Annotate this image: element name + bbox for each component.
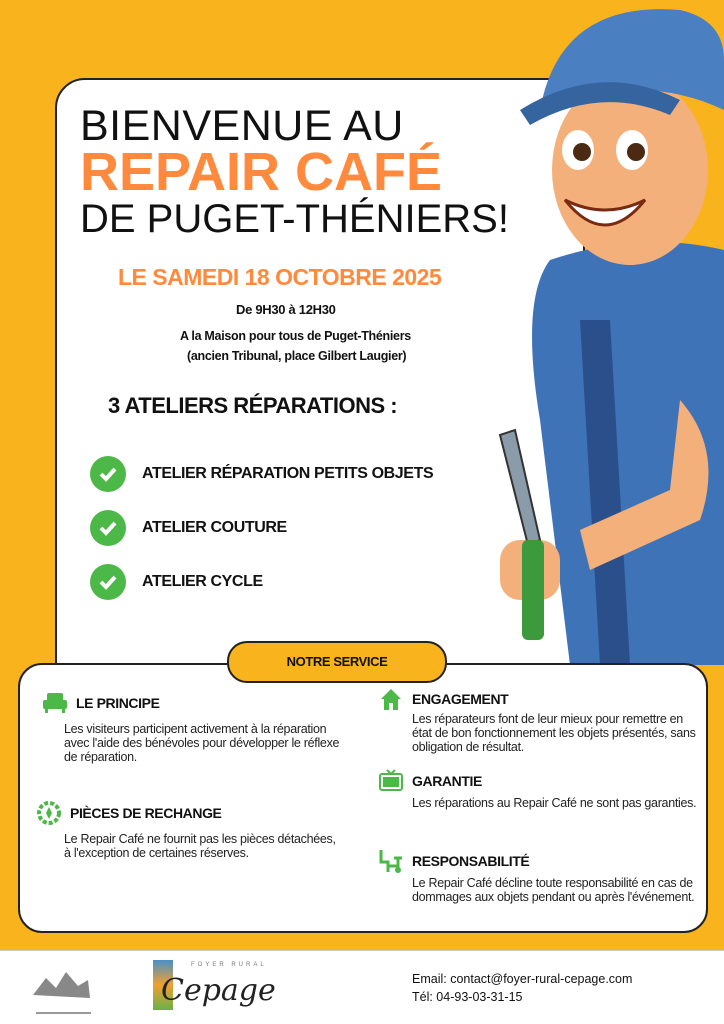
repairman-illustration	[480, 0, 724, 665]
contact-phone[interactable]: Tél: 04-93-03-31-15	[412, 990, 523, 1004]
logo-subtitle: FOYER RURAL	[191, 962, 267, 968]
workshop-label: ATELIER COUTURE	[142, 519, 287, 536]
service-item-title: RESPONSABILITÉ	[412, 853, 530, 869]
service-label: NOTRE SERVICE	[227, 641, 447, 683]
contact-email[interactable]: Email: contact@foyer-rural-cepage.com	[412, 972, 633, 986]
event-place: A la Maison pour tous de Puget-Théniers	[180, 329, 411, 343]
check-icon	[90, 510, 126, 546]
service-item-title: LE PRINCIPE	[76, 695, 160, 711]
logo-name: Cepage	[161, 973, 276, 1008]
plumbing-icon	[378, 848, 404, 874]
workshops-heading: 3 ATELIERS RÉPARATIONS :	[108, 393, 398, 418]
gear-leaf-icon	[36, 800, 62, 826]
armchair-icon	[42, 690, 68, 716]
event-hours: De 9H30 à 12H30	[236, 302, 336, 317]
workshop-item	[90, 510, 287, 546]
service-item-text: Les visiteurs participent activement à la réparation avec l'aide des bénévoles pour développer le réflexe de réparation.	[64, 722, 340, 764]
service-item-engagement	[378, 686, 698, 754]
event-date: LE SAMEDI 18 OCTOBRE 2025	[118, 264, 442, 290]
title-line-2: REPAIR CAFÉ	[80, 142, 443, 202]
service-item-garantie	[378, 768, 698, 810]
check-icon	[90, 456, 126, 492]
service-item-title: PIÈCES DE RECHANGE	[70, 805, 222, 821]
service-item-text: Les réparations au Repair Café ne sont pas garanties.	[412, 796, 697, 810]
contact-info	[412, 970, 632, 1006]
workshop-item	[90, 456, 433, 492]
workshop-item	[90, 564, 263, 600]
check-icon	[90, 564, 126, 600]
workshop-label: ATELIER RÉPARATION PETITS OBJETS	[142, 465, 434, 482]
service-item-title: GARANTIE	[412, 773, 482, 789]
title-line-1: BIENVENUE AU	[80, 102, 404, 150]
event-place-detail: (ancien Tribunal, place Gilbert Laugier)	[187, 349, 407, 363]
service-item-principe	[42, 690, 342, 764]
association-logo	[28, 960, 98, 1020]
service-item-text: Les réparateurs font de leur mieux pour remettre en état de bon fonctionnement les objets présentés, sans obligation de résultat.	[412, 712, 696, 754]
house-tools-icon	[378, 686, 404, 712]
service-item-text: Le Repair Café décline toute responsabilité en cas de dommages aux objets pendant ou après l'événement.	[412, 876, 695, 904]
title-line-3: DE PUGET-THÉNIERS!	[80, 197, 509, 241]
tv-icon	[378, 768, 404, 794]
foyer-rural-cepage-logo	[153, 960, 293, 1016]
workshop-label: ATELIER CYCLE	[142, 573, 263, 590]
service-item-pieces	[36, 800, 336, 860]
service-item-text: Le Repair Café ne fournit pas les pièces détachées, à l'exception de certaines réserves.	[64, 832, 336, 860]
service-item-responsabilite	[378, 848, 698, 904]
service-item-title: ENGAGEMENT	[412, 691, 509, 707]
